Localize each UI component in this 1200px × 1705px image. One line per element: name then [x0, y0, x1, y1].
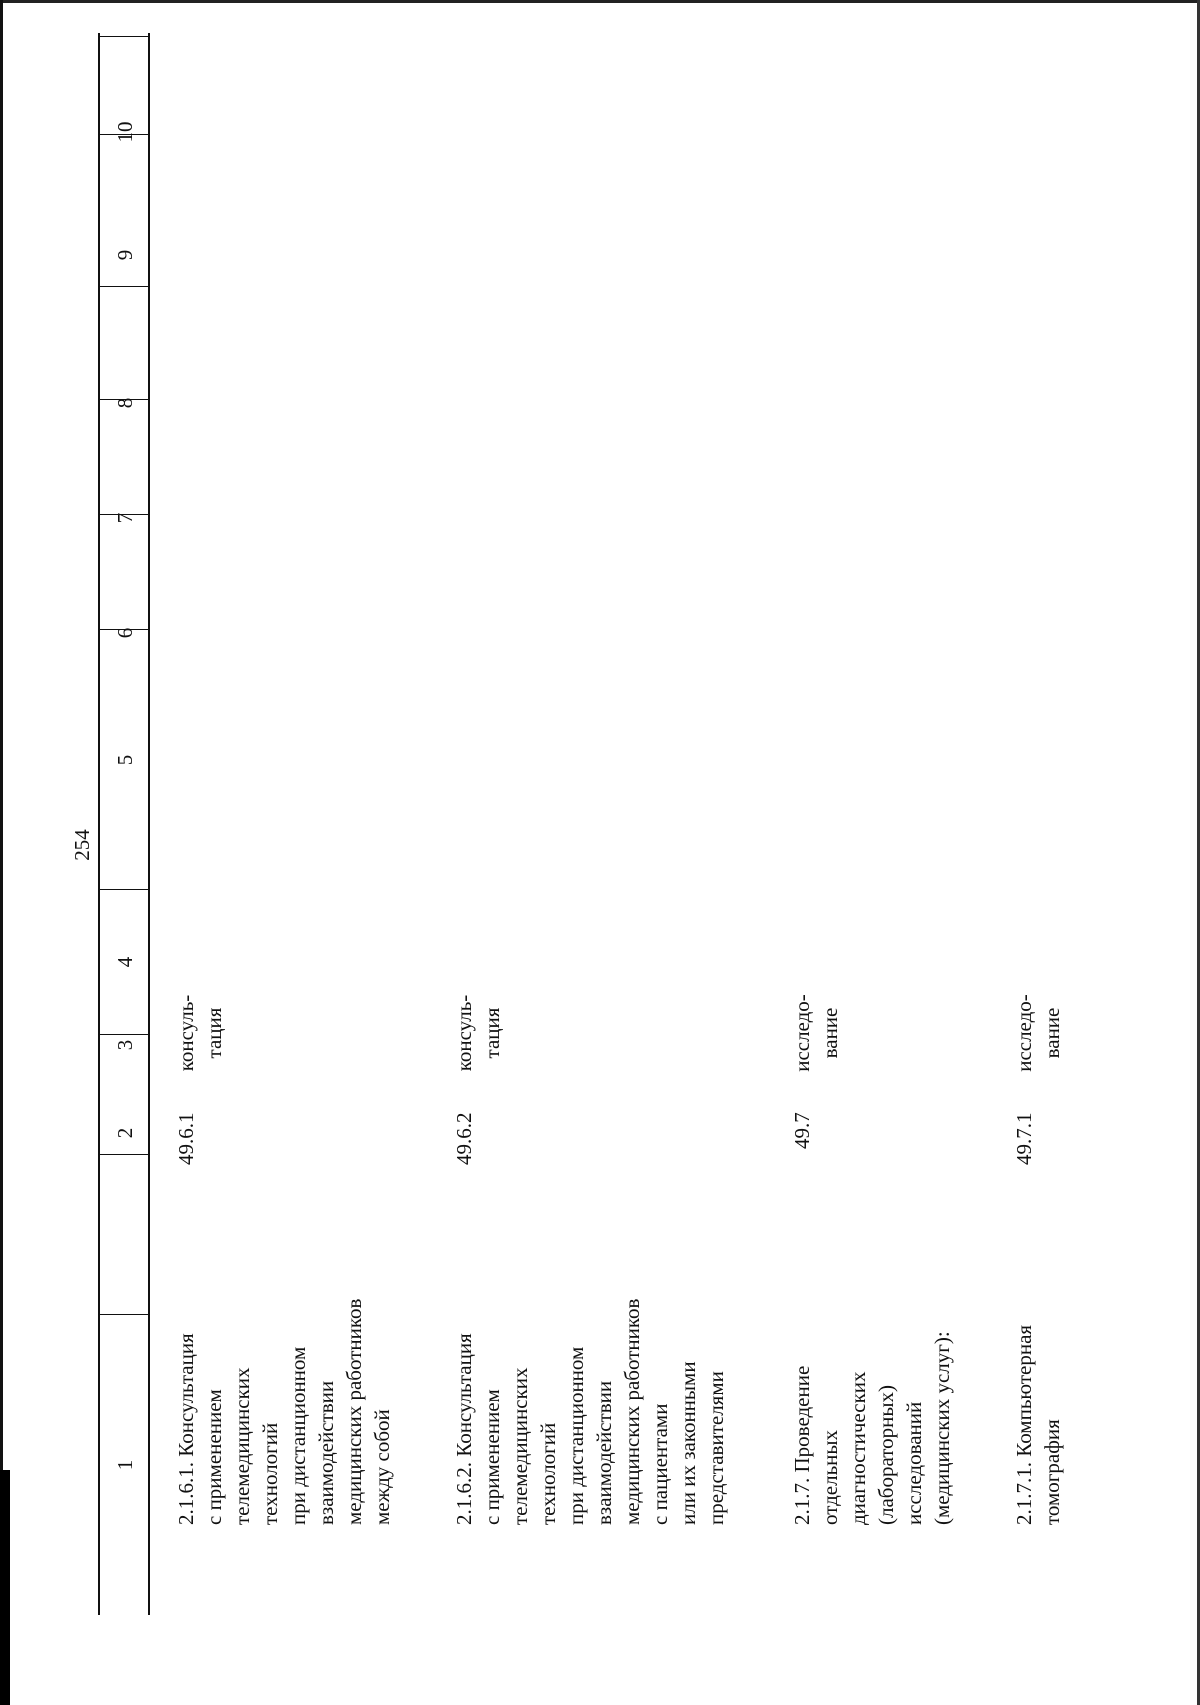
row-4-name: 2.1.7.1. Компьютерная томография: [1012, 1324, 1064, 1525]
row-3-unit: исследо- вание: [790, 994, 842, 1072]
row-3-name: 2.1.7. Проведение отдельных диагностических (лабораторных) исследований (медицинских услуг):: [790, 1331, 954, 1525]
column-header-2: 2: [113, 1127, 137, 1139]
row-4-code: 49.7.1: [1012, 1112, 1036, 1165]
column-header-8: 8: [113, 397, 137, 409]
column-header-1: 1: [113, 1459, 137, 1471]
col-sep: [98, 1314, 150, 1315]
column-header-5: 5: [113, 754, 137, 766]
row-3-code: 49.7: [790, 1112, 814, 1149]
col-sep: [98, 286, 150, 287]
table-header-bottom-border: [148, 33, 150, 1615]
col-sep: [98, 889, 150, 890]
column-header-4: 4: [113, 956, 137, 968]
row-1-unit: консуль- тация: [174, 994, 226, 1072]
row-1-code: 49.6.1: [174, 1112, 198, 1165]
row-2-name: 2.1.6.2. Консультация с применением телемедицинских технологий при дистанционном взаимодействии медицинских работников с пациентами или их законными представителями: [452, 1298, 728, 1525]
page-number: 254: [70, 829, 94, 861]
column-header-7: 7: [113, 512, 137, 524]
row-4-unit: исследо- вание: [1012, 994, 1064, 1072]
col-sep-last: [98, 36, 150, 37]
table-top-border: [98, 33, 100, 1615]
column-header-10: 10: [113, 121, 137, 143]
column-header-3: 3: [113, 1039, 137, 1051]
row-2-code: 49.6.2: [452, 1112, 476, 1165]
column-header-6: 6: [113, 627, 137, 639]
row-1-name: 2.1.6.1. Консультация с применением телемедицинских технологий при дистанционном взаимодействии медицинских работников между собой: [174, 1298, 394, 1525]
column-header-9: 9: [113, 249, 137, 261]
row-2-unit: консуль- тация: [452, 994, 504, 1072]
